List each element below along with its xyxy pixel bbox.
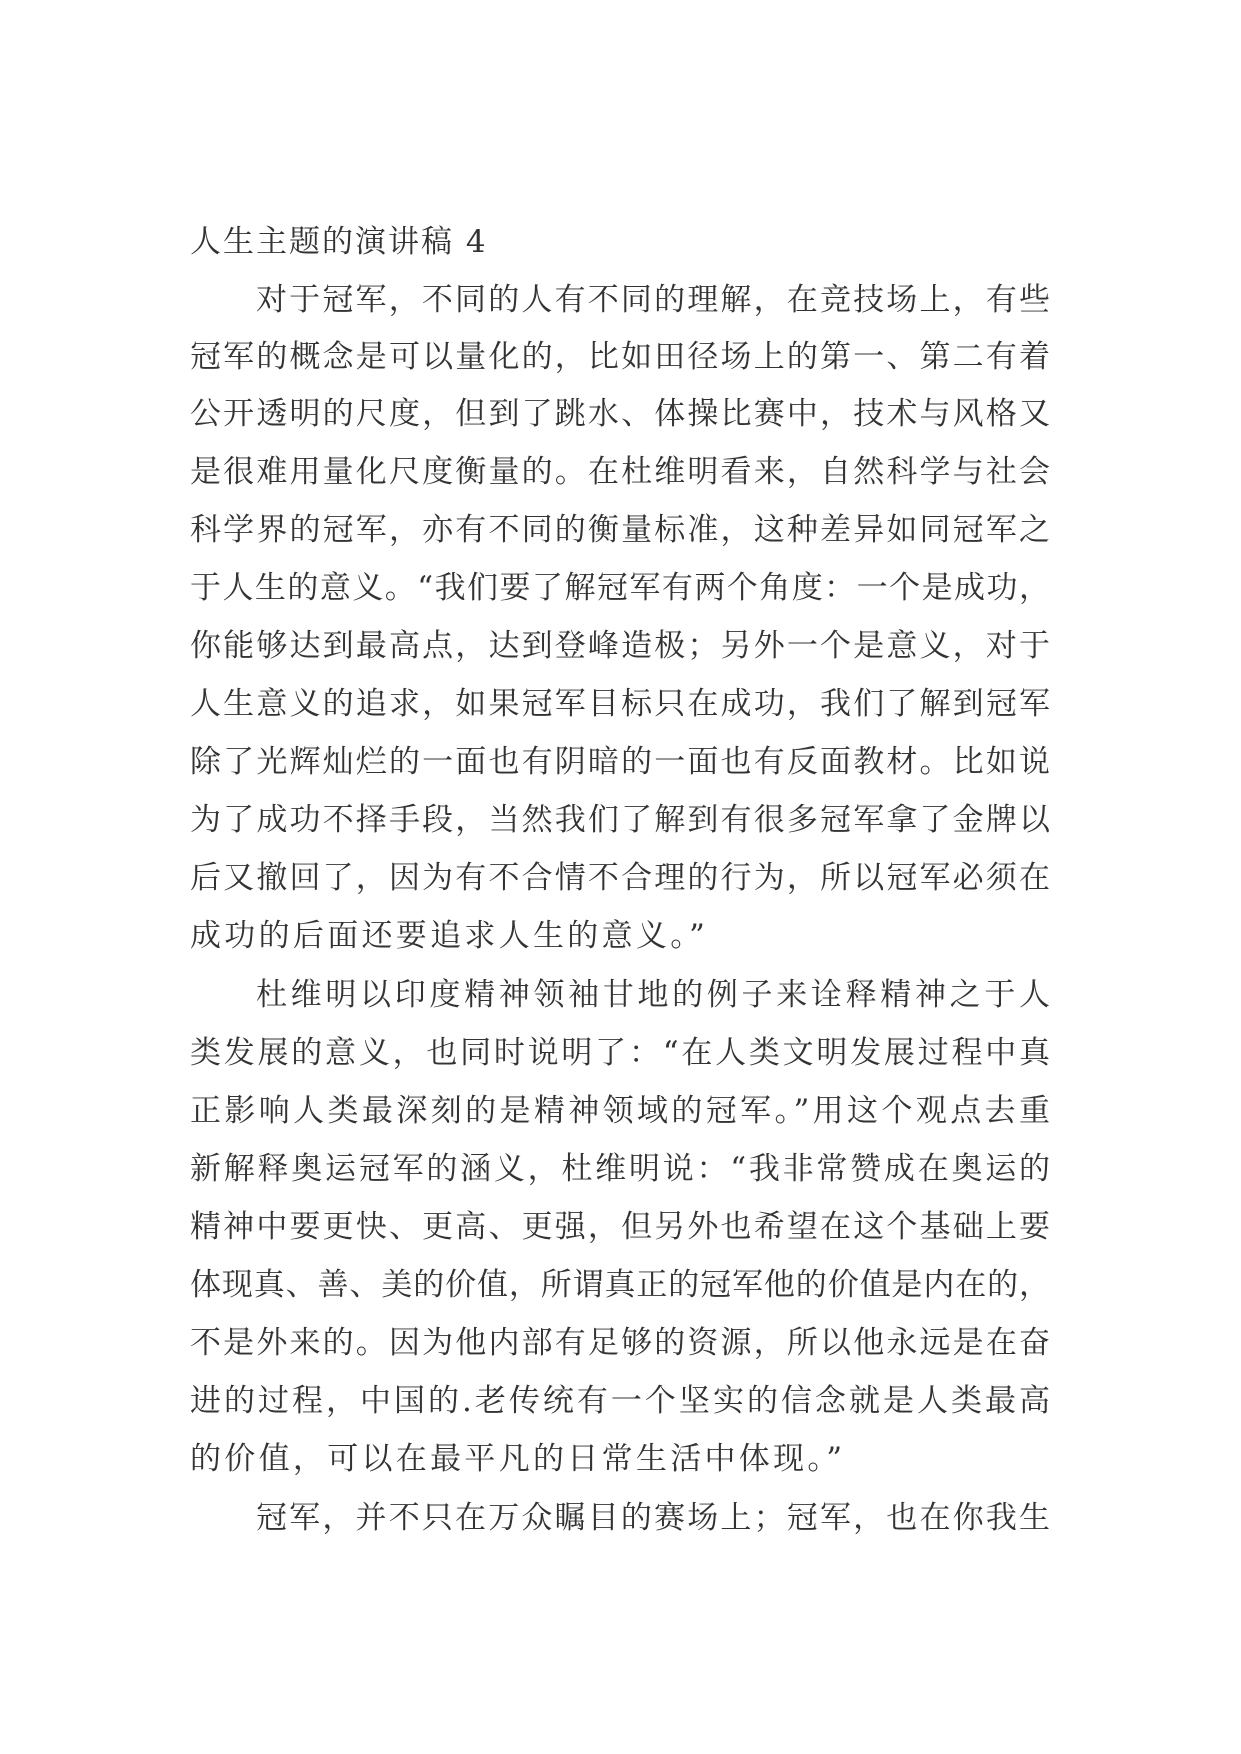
paragraph-line: 体现真、善、美的价值，所谓真正的冠军他的价值是内在的， bbox=[190, 1267, 1050, 1303]
paragraph-line: 科学界的冠军，亦有不同的衡量标准，这种差异如同冠军之 bbox=[190, 512, 1050, 548]
paragraph-line: 对于冠军，不同的人有不同的理解，在竞技场上，有些 bbox=[256, 282, 1050, 318]
paragraph-line: 冠军的概念是可以量化的，比如田径场上的第一、第二有着 bbox=[190, 339, 1050, 375]
paragraph-line: 精神中要更快、更高、更强，但另外也希望在这个基础上要 bbox=[190, 1209, 1050, 1245]
paragraph-line: 是很难用量化尺度衡量的。在杜维明看来，自然科学与社会 bbox=[190, 454, 1050, 490]
paragraph-line: 不是外来的。因为他内部有足够的资源，所以他永远是在奋 bbox=[190, 1325, 1050, 1361]
paragraph-line: 类发展的意义，也同时说明了：“在人类文明发展过程中真 bbox=[190, 1035, 1050, 1071]
document-title: 人生主题的演讲稿 4 bbox=[190, 224, 488, 260]
paragraph-line: 的价值，可以在最平凡的日常生活中体现。” bbox=[190, 1441, 846, 1477]
paragraph-line: 你能够达到最高点，达到登峰造极；另外一个是意义，对于 bbox=[190, 628, 1050, 664]
paragraph-line: 人生意义的追求，如果冠军目标只在成功，我们了解到冠军 bbox=[190, 686, 1050, 722]
paragraph-line: 除了光辉灿烂的一面也有阴暗的一面也有反面教材。比如说 bbox=[190, 744, 1050, 780]
paragraph-line: 进的过程，中国的.老传统有一个坚实的信念就是人类最高 bbox=[190, 1383, 1050, 1419]
paragraph-line: 为了成功不择手段，当然我们了解到有很多冠军拿了金牌以 bbox=[190, 802, 1050, 838]
paragraph-line: 正影响人类最深刻的是精神领域的冠军。”用这个观点去重 bbox=[190, 1093, 1050, 1129]
paragraph-line: 成功的后面还要追求人生的意义。” bbox=[190, 918, 709, 954]
paragraph-line: 新解释奥运冠军的涵义，杜维明说：“我非常赞成在奥运的 bbox=[190, 1151, 1050, 1187]
paragraph-line: 公开透明的尺度，但到了跳水、体操比赛中，技术与风格又 bbox=[190, 396, 1050, 432]
paragraph-line: 后又撤回了，因为有不合情不合理的行为，所以冠军必须在 bbox=[190, 860, 1050, 896]
paragraph-line: 杜维明以印度精神领袖甘地的例子来诠释精神之于人 bbox=[256, 977, 1050, 1013]
paragraph-line: 冠军，并不只在万众瞩目的赛场上；冠军，也在你我生 bbox=[256, 1500, 1050, 1536]
paragraph-line: 于人生的意义。“我们要了解冠军有两个角度：一个是成功， bbox=[190, 570, 1050, 606]
